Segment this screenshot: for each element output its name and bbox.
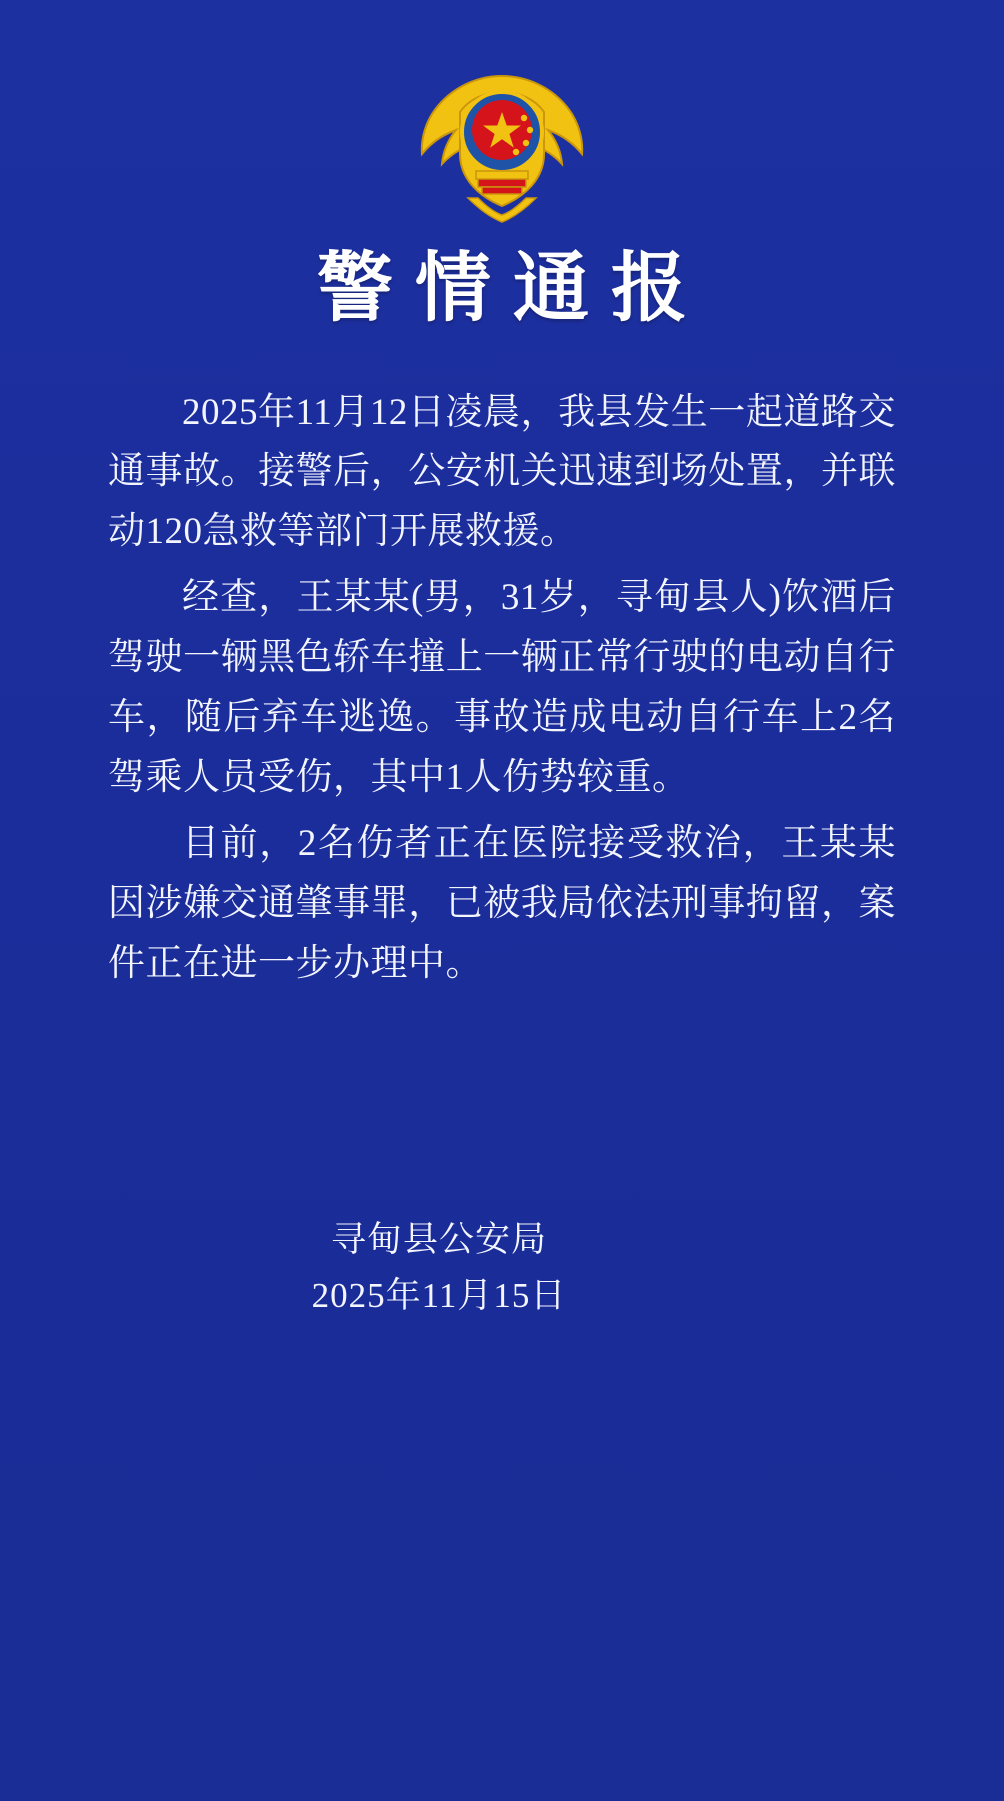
emblem-container: [60, 0, 944, 230]
notice-body: [60, 383, 944, 994]
issue-date: 2025年11月15日: [311, 1275, 567, 1315]
issuer-name: 寻甸县公安局: [330, 1219, 547, 1259]
paragraph-2: 经查，王某某(男，31岁，寻甸县人)饮酒后驾驶一辆黑色轿车撞上一辆正常行驶的电动自行车，随后弃车逃逸。事故造成电动自行车上2名驾乘人员受伤，其中1人伤势较重。: [108, 577, 896, 799]
china-police-badge-icon: [402, 58, 602, 230]
paragraph-3: 目前，2名伤者正在医院接受救治，王某某因涉嫌交通肇事罪，已被我局依法刑事拘留，案件正在进一步办理中。: [108, 823, 896, 984]
signature-block: [60, 1212, 944, 1324]
page-title: 警情通报: [317, 247, 709, 331]
paragraph-1: 2025年11月12日凌晨，我县发生一起道路交通事故。接警后，公安机关迅速到场处置，并联动120急救等部门开展救援。: [108, 391, 896, 553]
